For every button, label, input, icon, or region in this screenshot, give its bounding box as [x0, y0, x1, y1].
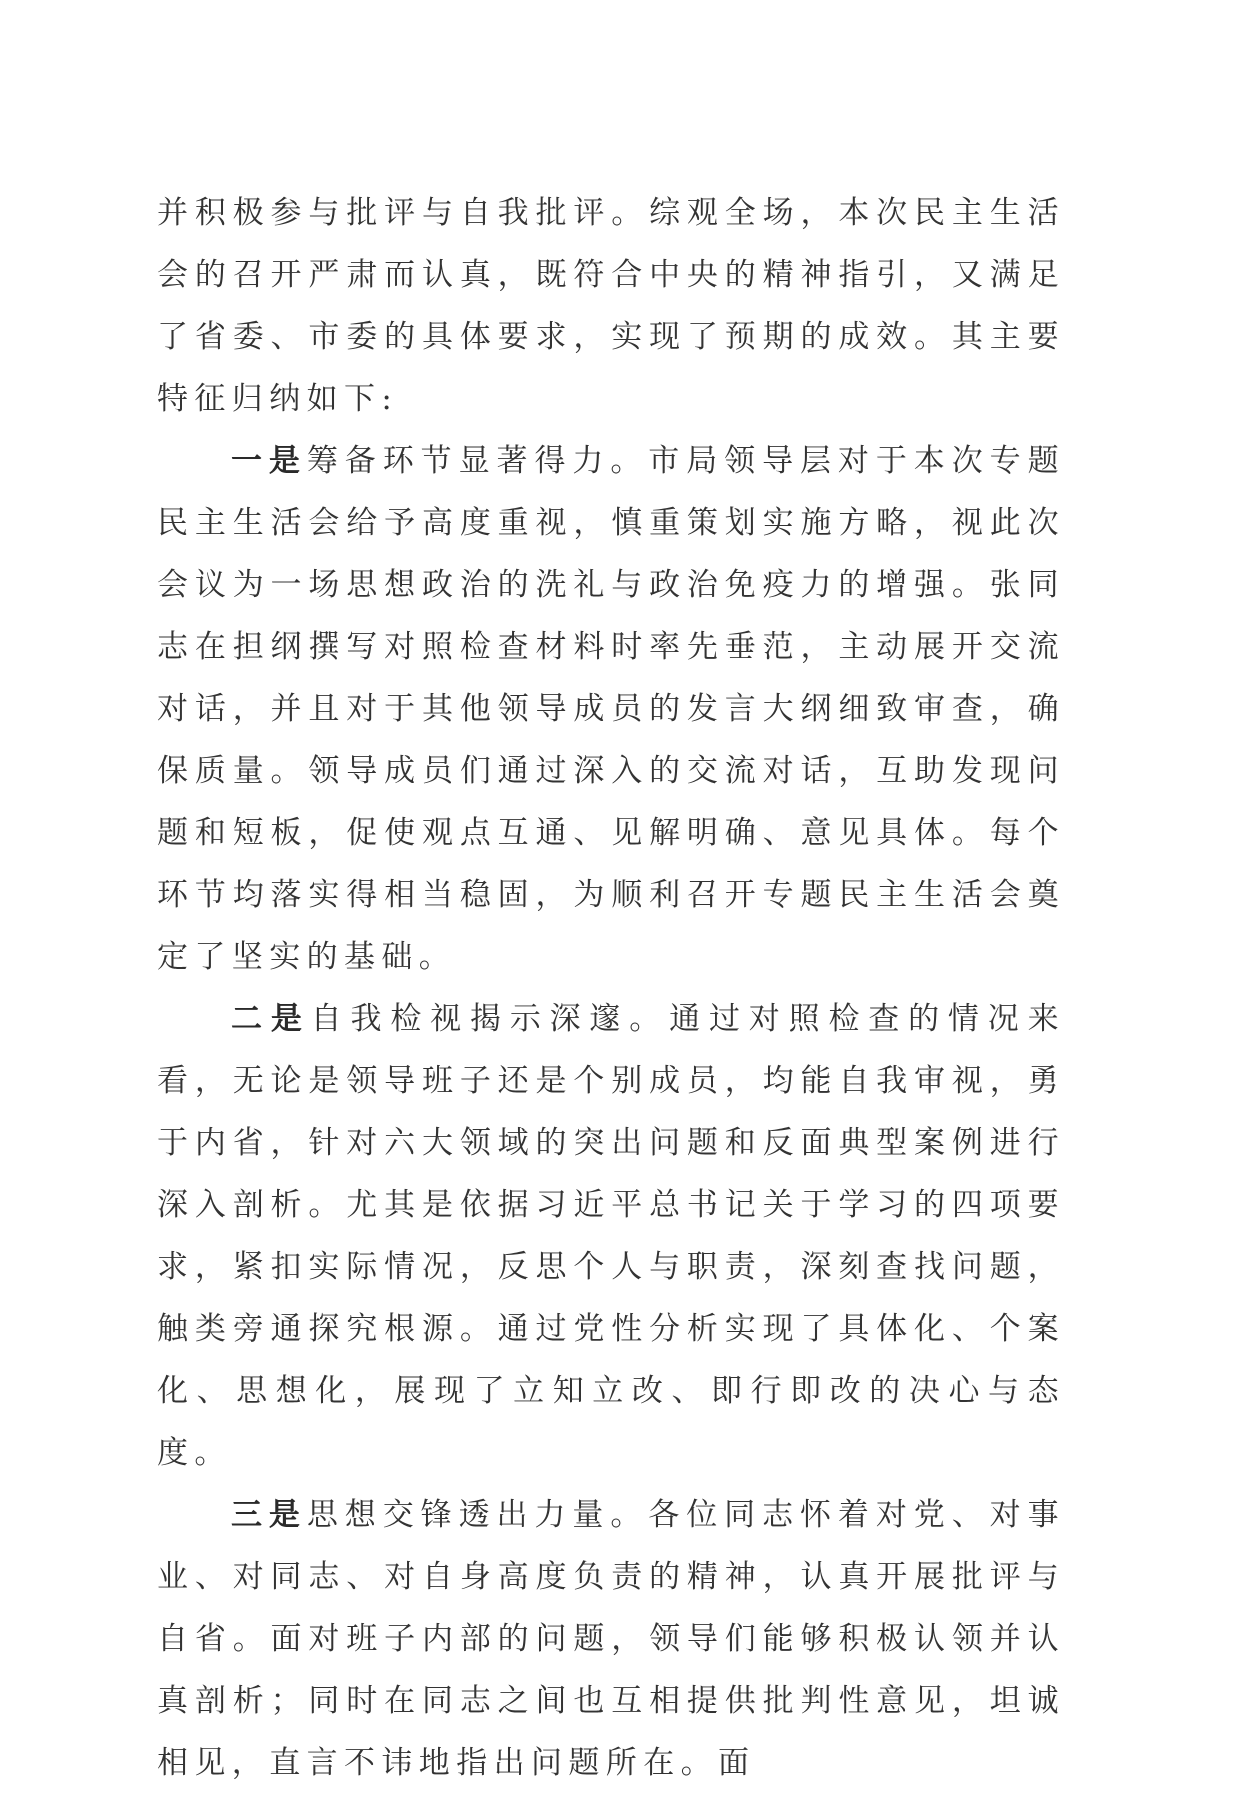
paragraph-lead: 一是	[231, 443, 307, 479]
paragraph-text: 思想交锋透出力量。各位同志怀着对党、对事业、对同志、对自身高度负责的精神，认真开展批评与自省。面对班子内部的问题，领导们能够积极认领并认真剖析；同时在同志之间也互相提供批判性意见，坦诚相见，直言不讳地指出问题所在。面	[157, 1497, 1065, 1781]
paragraph-point-two	[157, 988, 1065, 1484]
paragraph-lead: 二是	[231, 1001, 311, 1037]
paragraph-point-three	[157, 1484, 1065, 1794]
document-body	[157, 182, 1065, 1794]
paragraph-point-one	[157, 430, 1065, 988]
paragraph-text: 筹备环节显著得力。市局领导层对于本次专题民主生活会给予高度重视，慎重策划实施方略，视此次会议为一场思想政治的洗礼与政治免疫力的增强。张同志在担纲撰写对照检查材料时率先垂范，主动展开交流对话，并且对于其他领导成员的发言大纲细致审查，确保质量。领导成员们通过深入的交流对话，互助发现问题和短板，促使观点互通、见解明确、意见具体。每个环节均落实得相当稳固，为顺利召开专题民主生活会奠定了坚实的基础。	[157, 443, 1065, 975]
paragraph-intro	[157, 182, 1065, 430]
paragraph-lead: 三是	[231, 1497, 307, 1533]
paragraph-text: 并积极参与批评与自我批评。综观全场，本次民主生活会的召开严肃而认真，既符合中央的精神指引，又满足了省委、市委的具体要求，实现了预期的成效。其主要特征归纳如下:	[157, 195, 1065, 417]
paragraph-text: 自我检视揭示深邃。通过对照检查的情况来看，无论是领导班子还是个别成员，均能自我审视，勇于内省，针对六大领域的突出问题和反面典型案例进行深入剖析。尤其是依据习近平总书记关于学习的四项要求，紧扣实际情况，反思个人与职责，深刻查找问题，触类旁通探究根源。通过党性分析实现了具体化、个案化、思想化，展现了立知立改、即行即改的决心与态度。	[157, 1001, 1065, 1471]
